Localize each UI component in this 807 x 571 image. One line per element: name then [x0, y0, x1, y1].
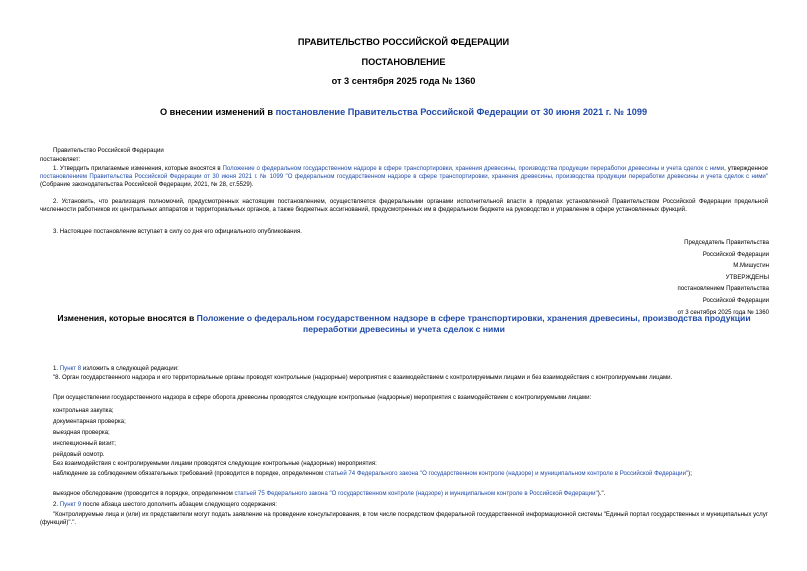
- quote-paragraph-5: [53, 490, 605, 498]
- quote-5-text-b: ).".: [597, 490, 606, 497]
- change-2-number: 2.: [53, 501, 60, 508]
- signature-position: Председатель Правительства: [684, 239, 769, 246]
- quote-paragraph-2: При осуществлении государственного надзора в сфере оборота древесины проводятся следующие контрольные (надзорные) мероприятия с взаимодействием с контролируемыми лицами:: [53, 394, 592, 401]
- signature-block: [677, 237, 769, 318]
- signature-country: Российской Федерации: [702, 250, 769, 258]
- changes-title: [40, 313, 768, 335]
- approved-date: от 3 сентября 2025 года № 1360: [677, 308, 769, 316]
- quote-5-text-a: выездное обследование (проводится в порядке, определенном: [53, 490, 235, 497]
- approved-country: Российской Федерации: [702, 296, 769, 304]
- document-title: [0, 107, 807, 117]
- government-heading: ПРАВИТЕЛЬСТВО РОССИЙСКОЙ ФЕДЕРАЦИИ: [297, 37, 510, 47]
- intro-government: Правительство Российской Федерации: [53, 147, 164, 154]
- item-1-text-b: , утвержденное: [724, 165, 769, 172]
- title-link[interactable]: постановление Правительства Российской Федерации от 30 июня 2021 г. № 1099: [275, 107, 648, 117]
- measure-item: документарная проверка;: [53, 418, 126, 425]
- point-8-link[interactable]: Пункт 8: [59, 365, 82, 372]
- measure-item: выездная проверка;: [53, 429, 110, 436]
- change-2: [53, 501, 277, 509]
- approved-by: постановлением Правительства: [677, 285, 769, 293]
- measure-item: рейдовый осмотр.: [53, 451, 105, 458]
- quote-4-text-b: );: [688, 470, 692, 477]
- item-1-text-c: (Собрание законодательства Российской Федерации, 2021, № 28, ст.5529).: [40, 181, 254, 189]
- changes-title-prefix: Изменения, которые вносятся в: [57, 313, 197, 323]
- point-9-link[interactable]: Пункт 9: [59, 501, 82, 508]
- item-3: 3. Настоящее постановление вступает в силу со дня его официального опубликования.: [53, 228, 302, 235]
- item-1: [40, 165, 768, 190]
- item-1-text-a: 1. Утвердить прилагаемые изменения, которые вносятся в: [53, 165, 223, 172]
- intro-resolves: постановляет:: [40, 156, 81, 163]
- signature-name: М.Мишустин: [733, 262, 769, 270]
- title-prefix: О внесении изменений в: [159, 107, 276, 117]
- document-type: ПОСТАНОВЛЕНИЕ: [361, 57, 446, 67]
- article-75-link[interactable]: статьей 75 Федерального закона "О государственном контроле (надзоре) и муниципальном контроле в Российской Федерации": [234, 490, 598, 497]
- item-2: 2. Установить, что реализация полномочий, предусмотренных настоящим постановлением, осуществляется федеральными органами исполнительной власти в пределах установленной Правительством Российской Федерации предельной численности работников их центральных аппаратов и территориальных органов, а также бюджетных ассигнований, предусмотренных им в федеральном бюджете на руководство и управление в сфере установленных функций.: [40, 198, 768, 214]
- measures-list: [53, 405, 126, 460]
- measure-item: контрольная закупка;: [53, 407, 114, 414]
- item-1-resolution-link[interactable]: постановлением Правительства Российской Федерации от 30 июня 2021 г. № 1099 "О федеральном государственном надзоре в сфере транспортировки, хранения древесины, производства продукции переработки древесины и учета сделок с ними": [40, 173, 768, 181]
- quote-paragraph-3: Без взаимодействия с контролируемыми лицами проводятся следующие контрольные (надзорные) мероприятия:: [53, 460, 377, 467]
- approved-label: УТВЕРЖДЕНЫ: [725, 273, 769, 281]
- document-date-number: от 3 сентября 2025 года № 1360: [331, 76, 476, 86]
- change-1-text: изложить в следующей редакции:: [81, 365, 179, 372]
- measure-item: инспекционный визит;: [53, 440, 116, 447]
- quote-paragraph-4: [40, 470, 768, 478]
- change-1-number: 1.: [53, 365, 60, 372]
- quote-4-text-a: наблюдение за соблюдением обязательных требований (проводится в порядке, определенном: [53, 470, 325, 477]
- item-1-regulation-link[interactable]: Положение о федеральном государственном надзоре в сфере транспортировки, хранения древесины, производства продукции переработки древесины и учета сделок с ними: [222, 165, 725, 172]
- change-2-text: после абзаца шестого дополнить абзацем следующего содержания:: [81, 501, 277, 508]
- quote-paragraph-1: "8. Орган государственного надзора и его территориальные органы проводят контрольные (надзорные) мероприятия с взаимодействием с контролируемыми лицами и без взаимодействия с контролируемыми лицами.: [53, 374, 673, 381]
- changes-title-link[interactable]: Положение о федеральном государственном надзоре в сфере транспортировки, хранения древесины, производства продукции переработки древесины и учета сделок с ними: [196, 313, 751, 334]
- article-74-link[interactable]: статьей 74 Федерального закона "О государственном контроле (надзоре) и муниципальном контроле в Российской Федерации": [324, 470, 689, 477]
- quote-paragraph-6: "Контролируемые лица и (или) их представители могут подать заявление на проведение консультирования, в том числе посредством федеральной государственной информационной системы "Единый портал государственных и муниципальных услуг (функций)".".: [40, 511, 768, 527]
- change-1: [53, 365, 179, 373]
